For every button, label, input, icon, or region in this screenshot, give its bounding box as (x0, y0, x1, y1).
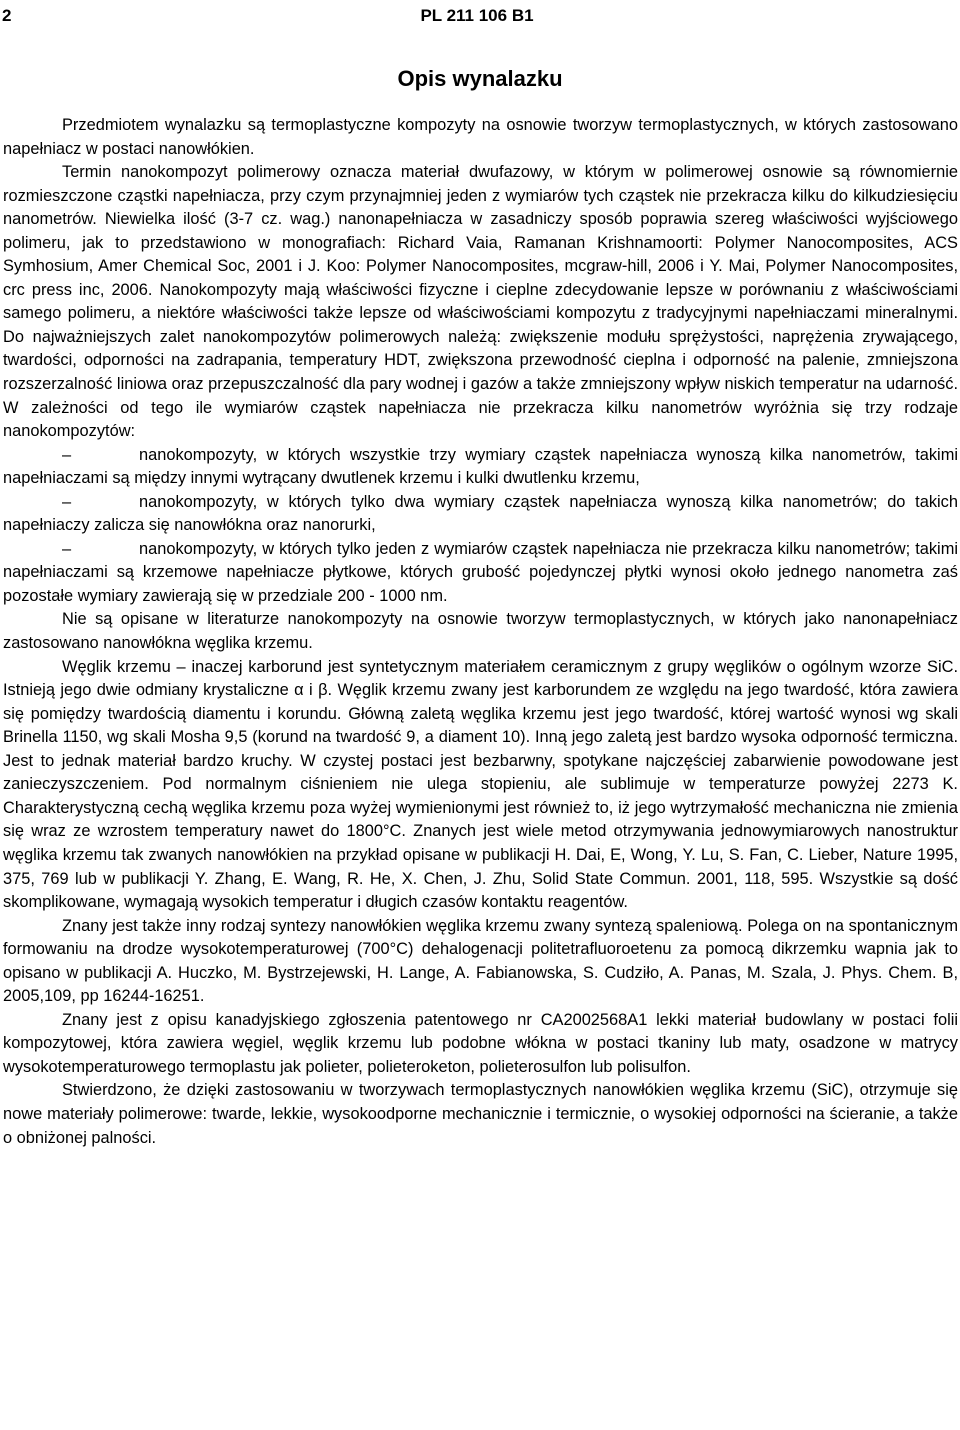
document-title: Opis wynalazku (397, 66, 563, 91)
patent-id: PL 211 106 B1 (420, 6, 534, 25)
list-dash: – (62, 445, 72, 464)
list-item-text: nanokompozyty, w których tylko dwa wymiary cząstek napełniacza wynoszą kilka nanometrów; do takich napełniaczy zalicza się nanowłókna oraz nanorurki, (3, 492, 958, 535)
page-number: 2 (2, 6, 12, 25)
paragraph: Nie są opisane w literaturze nanokompozyty na osnowie tworzyw termoplastycznych, w których jako nanonapełniacz zastosowano nanowłókna węglika krzemu. (3, 610, 958, 653)
page-header (2, 6, 952, 32)
document-body (3, 114, 958, 1150)
list-dash: – (62, 539, 72, 558)
paragraph: Termin nanokompozyt polimerowy oznacza materiał dwufazowy, w którym w polimerowej osnowie są równomiernie rozmieszczone cząstki napełniacza, przy czym przynajmniej jeden z wymiarów tych cząstek nie przekracza kilku do kilkudziesięciu nanometrów. Niewielka ilość (3-7 cz. wag.) nanonapełniacza w zasadniczy sposób poprawia szereg właściwości wyjściowego polimeru, jak to przedstawiono w monografiach: Richard Vaia, Ramanan Krishnamoorti: Polymer Nanocomposites, ACS Symhosium, Amer Chemical Soc, 2001 i J. Koo: Polymer Nanocomposites, mcgraw-hill, 2006 i Y. Mai, Polymer Nanocomposites, crc press inc, 2006. Nanokompozyty mają właściwości fizyczne i cieplne zdecydowanie lepsze w porównaniu z właściwościami samego polimeru, a niektóre właściwości także lepsze od właściwościami kompozytu z tradycyjnymi napełniaczami mineralnymi. Do najważniejszych zalet nanokompozytów polimerowych należą: zwiększenie modułu sprężystości, naprężenia zrywającego, twardości, odporności na zadrapania, temperatury HDT, zwiększona przewodność cieplna i odporność na palenie, zmniejszona rozszerzalność liniowa oraz przepuszczalność dla pary wodnej i gazów a także zmniejszony wpływ niskich temperatur na udarność. W zależności od tego ile wymiarów cząstek napełniacza nie przekracza kilku nanometrów wyróżnia się trzy rodzaje nanokompozytów: (3, 163, 958, 441)
list-item (3, 491, 958, 538)
paragraph: Znany jest z opisu kanadyjskiego zgłoszenia patentowego nr CA2002568A1 lekki materiał budowlany w postaci folii kompozytowej, która zawiera węgiel, węglik krzemu lub podobne włókna w postaci tkaniny lub maty, osadzone w matrycy wysokotemperaturowego termoplastu jak polieter, polieteroketon, polieterosulfon lub polisulfon. (3, 1010, 958, 1076)
list-item-text: nanokompozyty, w których tylko jeden z wymiarów cząstek napełniacza nie przekracza kilku nanometrów; takimi napełniaczami są krzemowe napełniacze płytkowe, których grubość pojedynczej płytki wynosi około jednego nanometra zaś pozostałe wymiary zawierają się w przedziale 200 - 1000 nm. (3, 539, 958, 605)
paragraph: Węglik krzemu – inaczej karborund jest syntetycznym materiałem ceramicznym z grupy węglików o ogólnym wzorze SiC. Istnieją jego dwie odmiany krystaliczne α i β. Węglik krzemu zwany jest karborundem ze względu na jego twardość, która zawiera się pomiędzy twardością diamentu i korundu. Główną zaletą węglika krzemu jest jego twardość, której wartość wynosi wg skali Brinella 1150, wg skali Mosha 9,5 (korund na twardość 9, a diament 10). Inną jego zaletą jest bardzo wysoka odporność termiczna. Jest to jednak materiał bardzo kruchy. W czystej postaci jest bezbarwny, spotykane najczęściej zabarwienie powodowane jest zanieczyszczeniem. Pod normalnym ciśnieniem nie ulega stopieniu, ale sublimuje w temperaturze powyżej 2273 K. Charakterystyczną cechą węglika krzemu poza wyżej wymienionymi jest również to, iż jego wytrzymałość mechaniczna nie zmienia się wraz ze wzrostem temperatury nawet do 1800°C. Znanych jest wiele metod otrzymywania jednowymiarowych nanostruktur węglika krzemu tak zwanych nanowłókien na przykład opisane w publikacji H. Dai, E, Wong, Y. Lu, S. Fan, C. Lieber, Nature 1995, 375, 769 lub w publikacji Y. Zhang, E. Wang, R. He, X. Chen, J. Zhu, Solid State Commun. 2001, 118, 595. Wszystkie są dość skomplikowane, wymagają wysokich temperatur i długich czasów kontaktu reagentów. (3, 657, 958, 912)
paragraph: Przedmiotem wynalazku są termoplastyczne kompozyty na osnowie tworzyw termoplastycznych, w których zastosowano napełniacz w postaci nanowłókien. (3, 116, 958, 158)
list-item (3, 538, 958, 609)
paragraph: Znany jest także inny rodzaj syntezy nanowłókien węglika krzemu zwany syntezą spaleniową. Polega on na spontanicznym formowaniu na drodze wysokotemperaturowej (700°C) dehalogenacji politetrafluoroetenu za pomocą dikrzemku wapnia jak to opisano w publikacji A. Huczko, M. Bystrzejewski, H. Lange, A. Fabianowska, S. Cudziło, A. Panas, M. Szala, J. Phys. Chem. B, 2005,109, pp 16244-16251. (3, 916, 958, 1006)
paragraph: Stwierdzono, że dzięki zastosowaniu w tworzywach termoplastycznych nanowłókien węglika krzemu (SiC), otrzymuje się nowe materiały polimerowe: twarde, lekkie, wysokoodporne mechanicznie i termicznie, o wysokiej odporności na ścieranie, a także o obniżonej palności. (3, 1081, 958, 1147)
list-item (3, 444, 958, 491)
list-dash: – (62, 492, 72, 511)
list-item-text: nanokompozyty, w których wszystkie trzy wymiary cząstek napełniacza wynoszą kilka nanometrów, takimi napełniaczami są między innymi wytrącany dwutlenek krzemu i kulki dwutlenku krzemu, (3, 445, 958, 488)
